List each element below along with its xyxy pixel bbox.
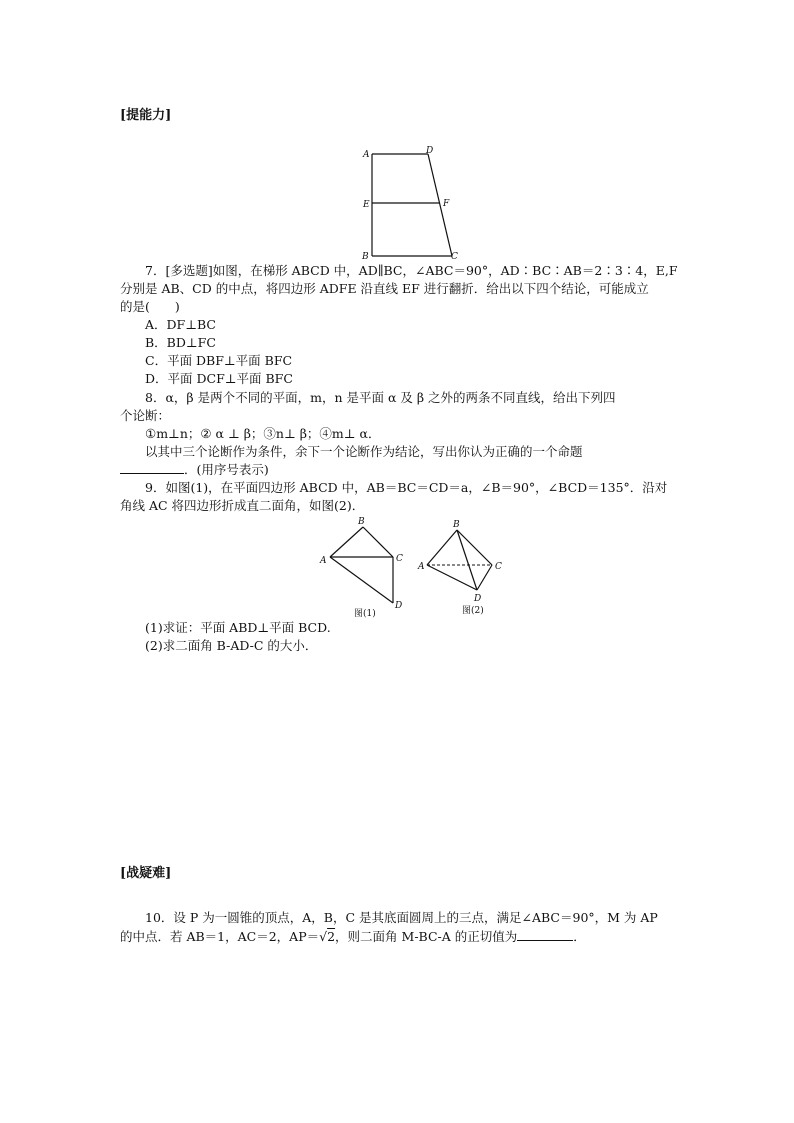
label-C: C: [451, 252, 458, 262]
q7-option-d: D．平面 DCF⊥平面 BFC: [145, 371, 293, 386]
q8-line-1: 8．α，β 是两个不同的平面，m，n 是平面 α 及 β 之外的两条不同直线，给出下列四: [145, 390, 616, 405]
q7-line-2: 分别是 AB、CD 的中点，将四边形 ADFE 沿直线 EF 进行翻折．给出以下四个结论，可能成立: [120, 281, 649, 296]
q9-sub-2: (2)求二面角 B-AD-C 的大小．: [145, 638, 318, 653]
label-B: B: [362, 252, 369, 262]
fig2-label-D: D: [474, 594, 482, 604]
fig1-label-C: C: [396, 554, 403, 564]
q8-line-5: [120, 461, 269, 479]
label-A: A: [363, 150, 370, 160]
fig1-label-B: B: [358, 517, 365, 527]
label-E: E: [363, 200, 370, 210]
fig2-label-C: C: [495, 562, 502, 572]
label-D: D: [426, 146, 434, 156]
fig1-label-D: D: [395, 601, 403, 611]
q7-option-c: C．平面 DBF⊥平面 BFC: [145, 353, 293, 368]
fig1-label-A: A: [320, 556, 327, 566]
q7-option-b: B．BD⊥FC: [145, 335, 216, 350]
q10-line-2-pre: 的中点．若 AB＝1，AC＝2，AP＝: [120, 929, 320, 944]
answer-blank-q8: [120, 461, 184, 474]
trapezoid-figure: [360, 145, 470, 263]
figure-1: [318, 515, 408, 625]
label-F: F: [443, 199, 450, 209]
q9-sub-1: (1)求证：平面 ABD⊥平面 BCD.: [145, 620, 331, 635]
figure-2: [415, 515, 510, 625]
q10-line-2: [120, 928, 586, 946]
q10-line-1: 10．设 P 为一圆锥的顶点，A，B，C 是其底面圆周上的三点，满足∠ABC＝90°，M 为 AP: [145, 910, 658, 925]
answer-blank-q10: [517, 928, 573, 941]
section-title-improve: [提能力]: [120, 108, 172, 123]
q8-line-5-text: ．(用序号表示): [184, 462, 269, 477]
q8-line-4: 以其中三个论断作为条件，余下一个论断作为结论，写出你认为正确的一个命题: [145, 444, 583, 459]
sqrt-symbol: √: [319, 929, 328, 944]
q10-line-2-end: ．: [573, 929, 586, 944]
fig2-label-B: B: [453, 520, 460, 530]
q7-line-3: 的是( ): [120, 299, 180, 314]
q8-line-2: 个论断：: [120, 408, 171, 423]
q8-line-3: ①m⊥n；② α ⊥ β；③n⊥ β；④m⊥ α．: [145, 426, 381, 441]
q7-option-a: A．DF⊥BC: [145, 317, 216, 332]
sqrt-value: 2: [327, 929, 336, 944]
q10-line-2-post: ，则二面角 M-BC-A 的正切值为: [335, 929, 518, 944]
q7-line-1: 7．[多选题]如图，在梯形 ABCD 中，AD∥BC，∠ABC＝90°，AD∶BC∶AB＝2∶3∶4，E,F: [145, 263, 678, 278]
section-title-challenge: [战疑难]: [120, 866, 172, 881]
q9-line-2: 角线 AC 将四边形折成直二面角，如图(2)．: [120, 498, 365, 513]
q9-line-1: 9．如图(1)，在平面四边形 ABCD 中，AB＝BC＝CD＝a，∠B＝90°，∠BCD＝135°．沿对: [145, 480, 668, 495]
fig2-label-A: A: [418, 562, 425, 572]
fig1-caption: 图(1): [354, 609, 376, 619]
fig2-caption: 图(2): [462, 606, 484, 616]
